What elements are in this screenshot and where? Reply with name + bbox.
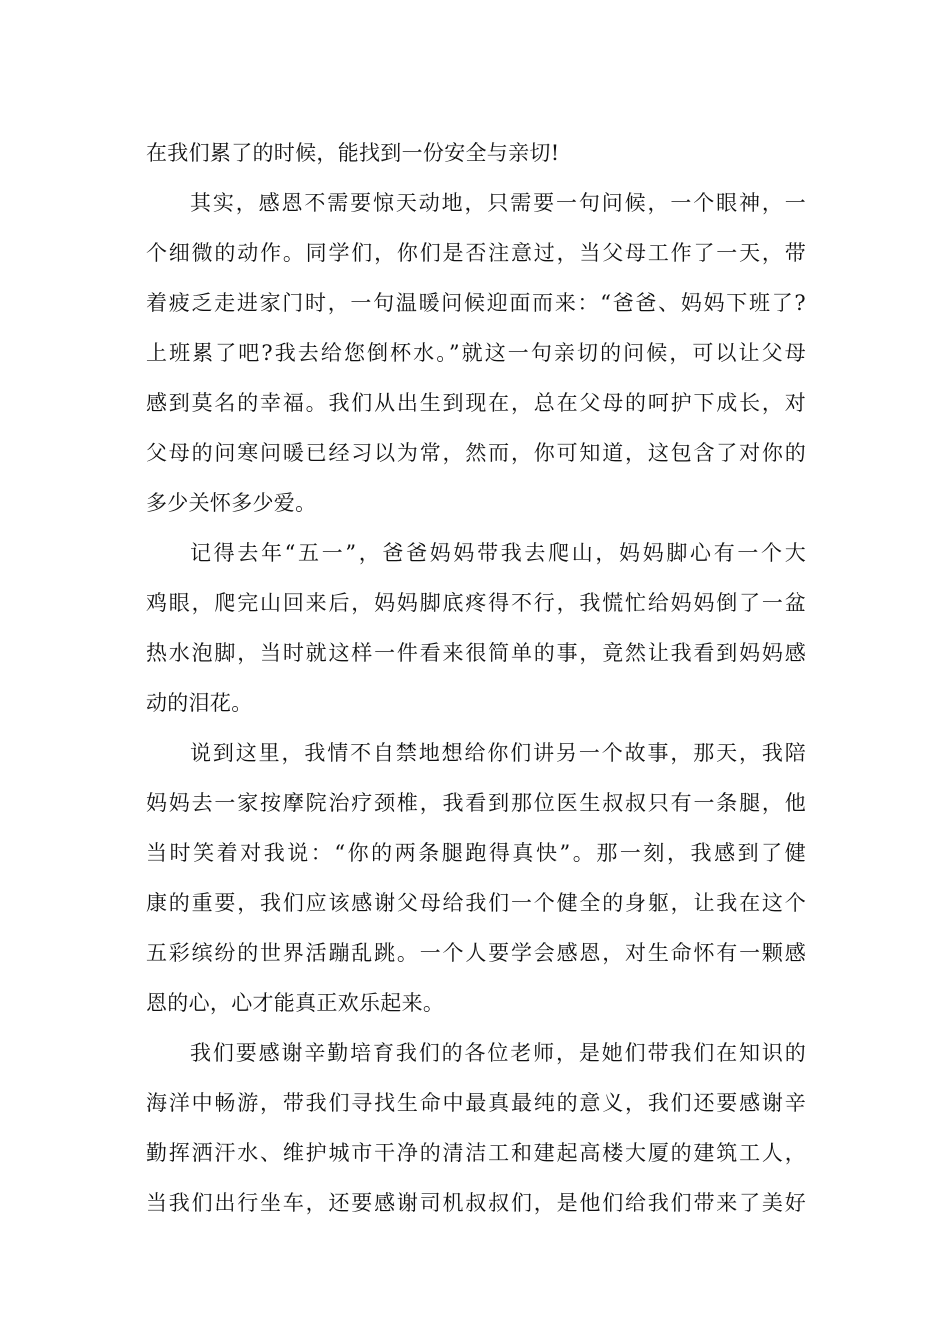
text-line: 动的泪花。 (146, 691, 253, 715)
paragraph-first-line: 我们要感谢辛勤培育我们的各位老师，是她们带我们在知识的 (190, 1041, 806, 1065)
text-line: 上班累了吧?我去给您倒杯水。”就这一句亲切的问候，可以让父母 (146, 341, 806, 365)
text-line: 着疲乏走进家门时，一句温暖问候迎面而来：“爸爸、妈妈下班了? (146, 291, 806, 315)
text-line: 感到莫名的幸福。我们从出生到现在，总在父母的呵护下成长，对 (146, 391, 806, 415)
text-line: 鸡眼，爬完山回来后，妈妈脚底疼得不行，我慌忙给妈妈倒了一盆 (146, 591, 806, 615)
paragraph-first-line: 说到这里，我情不自禁地想给你们讲另一个故事，那天，我陪 (190, 741, 806, 765)
text-line: 五彩缤纷的世界活蹦乱跳。一个人要学会感恩，对生命怀有一颗感 (146, 941, 806, 965)
paragraph-first-line: 记得去年“五一”，爸爸妈妈带我去爬山，妈妈脚心有一个大 (190, 541, 806, 565)
text-line: 个细微的动作。同学们，你们是否注意过，当父母工作了一天，带 (146, 241, 806, 265)
text-line: 在我们累了的时候，能找到一份安全与亲切! (146, 141, 560, 165)
text-line: 当时笑着对我说：“你的两条腿跑得真快”。那一刻，我感到了健 (146, 841, 806, 865)
text-line: 康的重要，我们应该感谢父母给我们一个健全的身躯，让我在这个 (146, 891, 806, 915)
text-line: 热水泡脚，当时就这样一件看来很简单的事，竟然让我看到妈妈感 (146, 641, 806, 665)
text-line: 妈妈去一家按摩院治疗颈椎，我看到那位医生叔叔只有一条腿，他 (146, 791, 806, 815)
text-line: 多少关怀多少爱。 (146, 491, 317, 515)
text-line: 海洋中畅游，带我们寻找生命中最真最纯的意义，我们还要感谢辛 (146, 1091, 806, 1115)
text-line: 父母的问寒问暖已经习以为常，然而，你可知道，这包含了对你的 (146, 441, 806, 465)
body-text (146, 128, 806, 1228)
text-line: 勤挥洒汗水、维护城市干净的清洁工和建起高楼大厦的建筑工人， (146, 1141, 806, 1165)
text-line: 当我们出行坐车，还要感谢司机叔叔们，是他们给我们带来了美好 (146, 1191, 806, 1215)
text-line: 恩的心，心才能真正欢乐起来。 (146, 991, 445, 1015)
paragraph-first-line: 其实，感恩不需要惊天动地，只需要一句问候，一个眼神，一 (190, 191, 806, 215)
